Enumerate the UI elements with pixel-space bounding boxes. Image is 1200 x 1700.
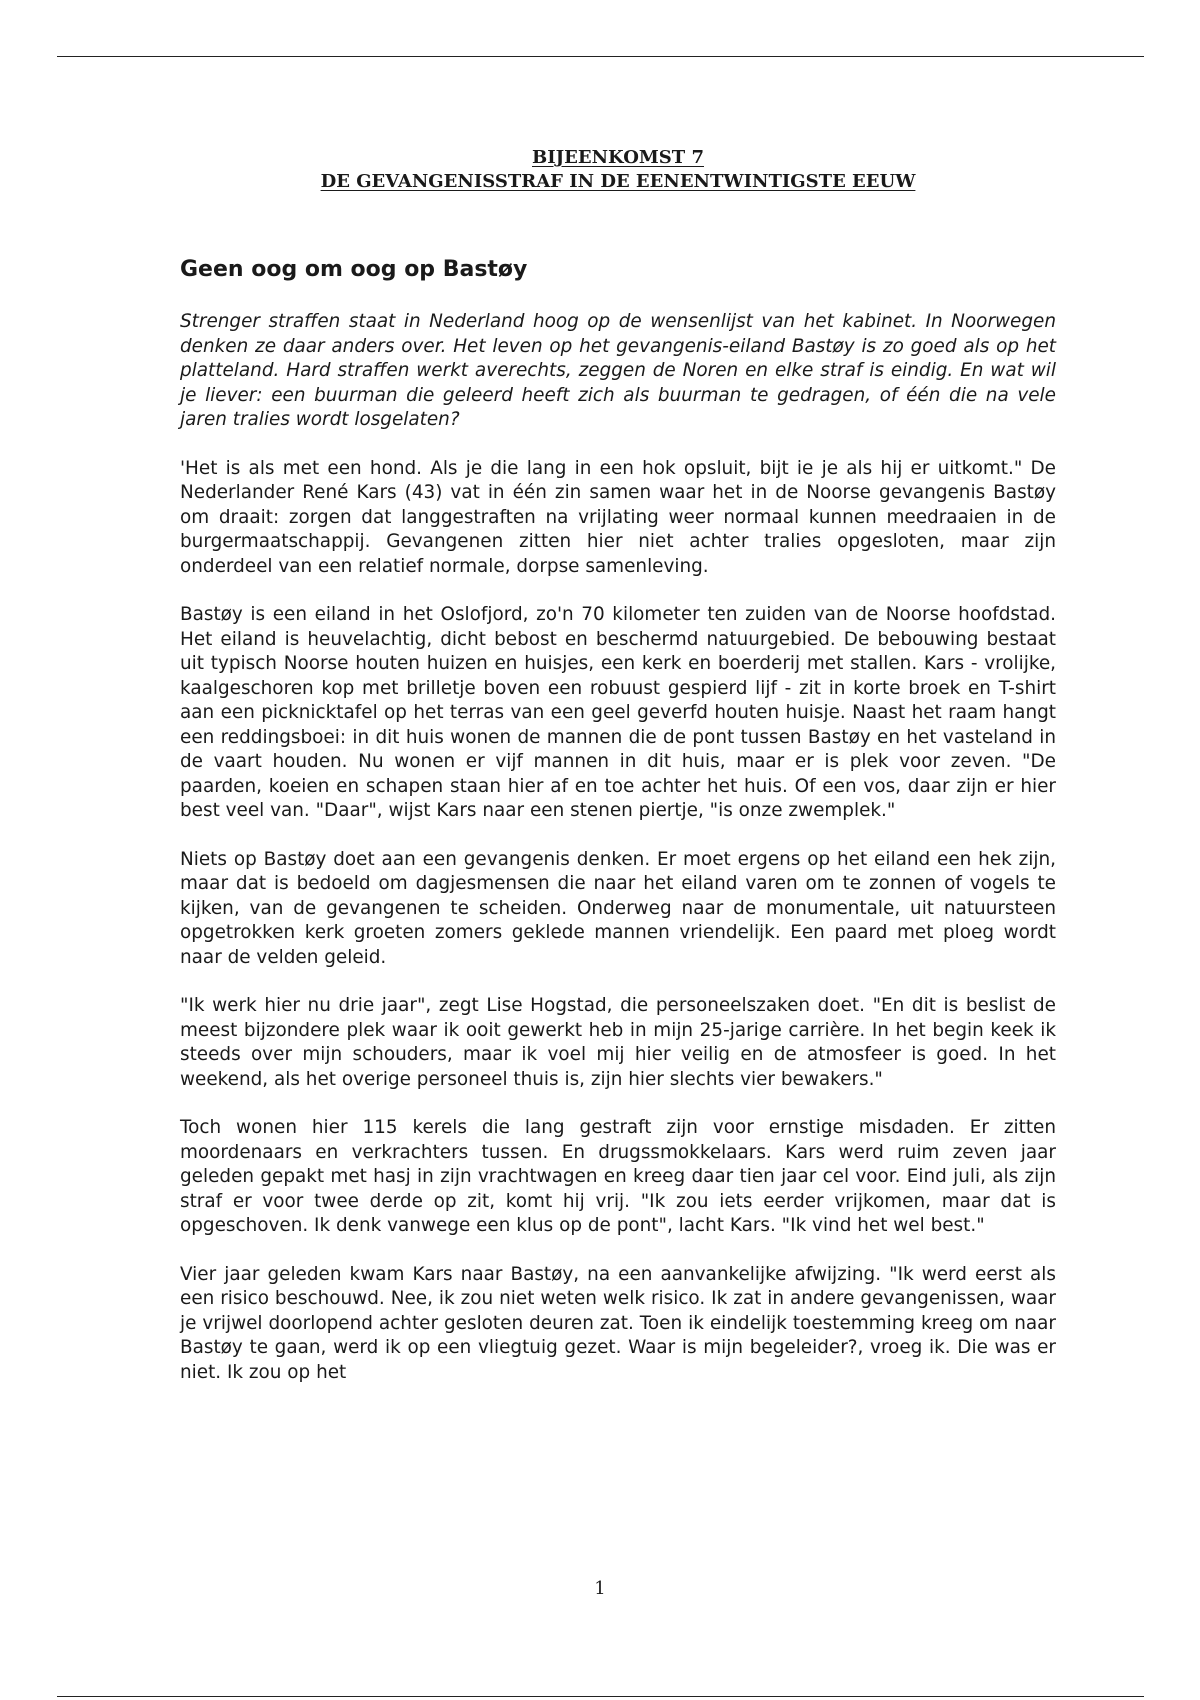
paragraph-3: Niets op Bastøy doet aan een gevangenis denken. Er moet ergens op het eiland een hek zijn, maar dat is bedoeld om dagjesmensen die naar het eiland varen om te zonnen of vogels te kijken, van de gevangenen te scheiden. Onderweg naar de monumentale, uit natuursteen opgetrokken kerk groeten zomers geklede mannen vriendelijk. Een paard met ploeg wordt naar de velden geleid. bbox=[180, 848, 1056, 968]
paragraph-2: Bastøy is een eiland in het Oslofjord, zo'n 70 kilometer ten zuiden van de Noorse hoofdstad. Het eiland is heuvelachtig, dicht bebost en beschermd natuurgebied. De bebouwing bestaat uit typisch Noorse houten huizen en huisjes, een kerk en boerderij met stallen. Kars - vrolijke, kaalgeschoren kop met brilletje boven een robuust gespierd lijf - zit in korte broek en T-shirt aan een picknicktafel op het terras van een geel geverfd houten huisje. Naast het raam hangt een reddingsboei: in dit huis wonen de mannen die de pont tussen Bastøy en het vasteland in de vaart houden. Nu wonen er vijf mannen in dit huis, maar er is plek voor zeven. "De paarden, koeien en schapen staan hier af en toe achter het huis. Of een vos, daar zijn er hier best veel van. "Daar", wijst Kars naar een stenen piertje, "is onze zwemplek." bbox=[180, 604, 1056, 821]
paragraph-1: 'Het is als met een hond. Als je die lang in een hok opsluit, bijt ie je als hij er uitkomt." De Nederlander René Kars (43) vat in één zin samen waar het in de Noorse gevangenis Bastøy om draait: zorgen dat langgestraften na vrijlating weer normaal kunnen meedraaien in de burgermaatschappij. Gevangenen zitten hier niet achter tralies opgesloten, maar zijn onderdeel van een relatief normale, dorpse samenleving. bbox=[180, 457, 1056, 577]
page-number: 1 bbox=[594, 1578, 606, 1599]
article-intro: Strenger straffen staat in Nederland hoog op de wensenlijst van het kabinet. In Noorwegen denken ze daar anders over. Het leven op het gevangenis-eiland Bastøy is zo goed als op het platteland. Hard straffen werkt averechts, zeggen de Noren en elke straf is eindig. En wat wil je liever: een buurman die geleerd heeft zich als buurman te gedragen, of één die na vele jaren tralies wordt losgelaten? bbox=[180, 311, 1056, 430]
bottom-rule bbox=[57, 1696, 1144, 1697]
meeting-number: BIJEENKOMST 7 bbox=[532, 147, 704, 168]
paragraph-4: "Ik werk hier nu drie jaar", zegt Lise Hogstad, die personeelszaken doet. "En dit is beslist de meest bijzondere plek waar ik ooit gewerkt heb in mijn 25-jarige carrière. In het begin keek ik steeds over mijn schouders, maar ik voel mij hier veilig en de atmosfeer is goed. In het weekend, als het overige personeel thuis is, zijn hier slechts vier bewakers." bbox=[180, 995, 1056, 1090]
top-rule bbox=[57, 56, 1144, 57]
paragraph-6: Vier jaar geleden kwam Kars naar Bastøy, na een aanvankelijke afwijzing. "Ik werd eerst als een risico beschouwd. Nee, ik zou niet weten welk risico. Ik zat in andere gevangenissen, waar je vrijwel doorlopend achter gesloten deuren zat. Toen ik eindelijk toestemming kreeg om naar Bastøy te gaan, werd ik op een vliegtuig gezet. Waar is mijn begeleider?, vroeg ik. Die was er niet. Ik zou op het bbox=[180, 1263, 1056, 1383]
paragraph-5: Toch wonen hier 115 kerels die lang gestraft zijn voor ernstige misdaden. Er zitten moordenaars en verkrachters tussen. En drugssmokkelaars. Kars werd ruim zeven jaar geleden gepakt met hasj in zijn vrachtwagen en kreeg daar tien jaar cel voor. Eind juli, als zijn straf er voor twee derde op zit, komt hij vrij. "Ik zou iets eerder vrijkomen, maar dat is opgeschoven. Ik denk vanwege een klus op de pont", lacht Kars. "Ik vind het wel best." bbox=[180, 1117, 1056, 1236]
document-heading bbox=[180, 146, 1056, 194]
article-body bbox=[180, 310, 1056, 1409]
meeting-theme: DE GEVANGENISSTRAF IN DE EENENTWINTIGSTE EEUW bbox=[320, 171, 916, 192]
article-title: Geen oog om oog op Bastøy bbox=[180, 257, 528, 282]
